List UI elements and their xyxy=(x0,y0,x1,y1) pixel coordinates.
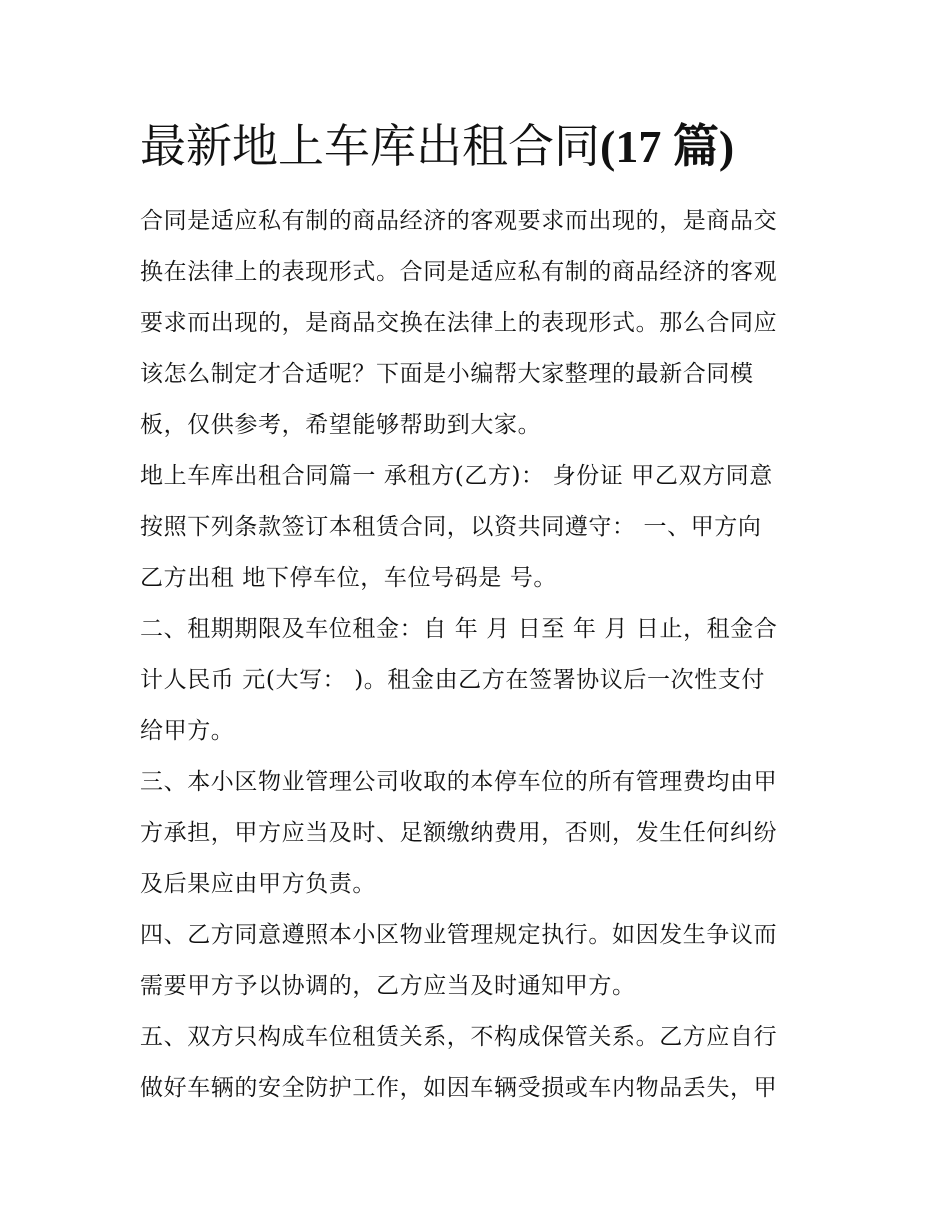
paragraph-article-5 xyxy=(140,1012,812,1114)
title-main: 最新地上车库出租合同 xyxy=(140,119,600,173)
paragraph-article-4 xyxy=(140,910,812,1012)
document-body xyxy=(140,196,812,1114)
document-title xyxy=(140,116,840,177)
paragraph-article-1 xyxy=(140,451,812,604)
paragraph-article-3 xyxy=(140,757,812,910)
text-line: 给甲方。 xyxy=(140,718,235,744)
text-line: 四、乙方同意遵照本小区物业管理规定执行。如因发生争议而 xyxy=(140,922,778,948)
paragraph-article-2 xyxy=(140,604,812,757)
text-line: 换在法律上的表现形式。合同是适应私有制的商品经济的客观 xyxy=(140,259,778,285)
paragraph-intro xyxy=(140,196,812,451)
text-line: 按照下列条款签订本租赁合同，以资共同遵守： 一、甲方向 xyxy=(140,514,762,540)
text-line: 合同是适应私有制的商品经济的客观要求而出现的，是商品交 xyxy=(140,208,778,234)
text-line: 做好车辆的安全防护工作，如因车辆受损或车内物品丢失，甲 xyxy=(140,1075,778,1101)
title-suffix: (17 篇) xyxy=(600,121,735,172)
text-line: 及后果应由甲方负责。 xyxy=(140,871,376,897)
text-line: 三、本小区物业管理公司收取的本停车位的所有管理费均由甲 xyxy=(140,769,778,795)
text-line: 计人民币 元(大写： )。租金由乙方在签署协议后一次性支付 xyxy=(140,667,765,693)
text-line: 地上车库出租合同篇一 承租方(乙方)： 身份证 甲乙双方同意 xyxy=(140,463,773,489)
text-line: 五、双方只构成车位租赁关系，不构成保管关系。乙方应自行 xyxy=(140,1024,778,1050)
text-line: 该怎么制定才合适呢？下面是小编帮大家整理的最新合同模 xyxy=(140,361,754,387)
text-line: 乙方出租 地下停车位，车位号码是 号。 xyxy=(140,565,558,591)
text-line: 需要甲方予以协调的，乙方应当及时通知甲方。 xyxy=(140,973,636,999)
text-line: 板，仅供参考，希望能够帮助到大家。 xyxy=(140,412,542,438)
text-line: 要求而出现的，是商品交换在法律上的表现形式。那么合同应 xyxy=(140,310,778,336)
text-line: 方承担，甲方应当及时、足额缴纳费用，否则，发生任何纠纷 xyxy=(140,820,778,846)
text-line: 二、租期期限及车位租金：自 年 月 日至 年 月 日止，租金合 xyxy=(140,616,778,642)
